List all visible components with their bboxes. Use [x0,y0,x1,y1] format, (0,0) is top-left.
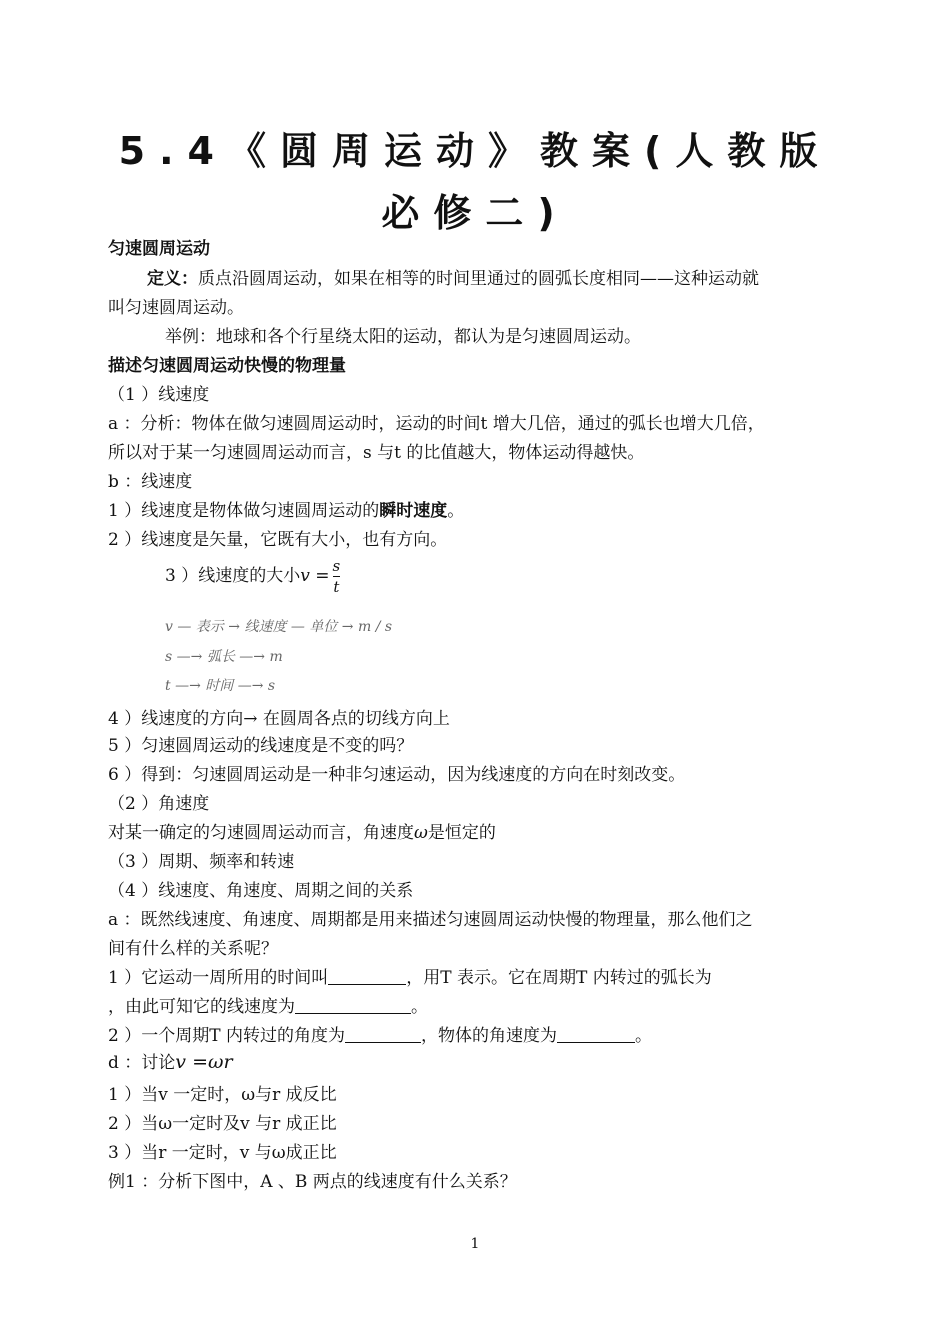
title-line-2: 必修二) [381,191,569,235]
page-number: 1 [470,1236,480,1252]
blank-angular-velocity[interactable] [557,1026,635,1043]
discussion-line: d ：讨论v =ωr [108,1051,233,1073]
item-angular-velocity: （2 ）角速度 [108,794,210,814]
item-relationship: （4 ）线速度、角速度、周期之间的关系 [108,881,414,901]
unit-line-velocity: v — 表示 → 线速度 — 单位 → m / s [165,619,393,635]
point-2-vector: 2 ）线速度是矢量，它既有大小，也有方向。 [108,530,448,550]
point-1-instant-velocity: 1 ）线速度是物体做匀速圆周运动的瞬时速度。 [108,501,465,521]
item-linear-velocity: （1 ）线速度 [108,385,210,405]
question-line-1: a ：既然线速度、角速度、周期都是用来描述匀速圆周运动快慢的物理量，那么他们之 [108,910,753,930]
analysis-line-2: 所以对于某一匀速圆周运动而言，s 与t 的比值越大，物体运动得越快。 [108,443,645,463]
definition-line-1 [147,264,759,289]
b-linear-velocity: b ：线速度 [108,472,193,492]
question-line-2: 间有什么样的关系呢？ [108,939,278,959]
example-line: 举例：地球和各个行星绕太阳的运动，都认为是匀速圆周运动。 [165,327,641,347]
definition-label: 定义： [147,269,198,289]
instant-velocity-term: 瞬时速度 [379,501,448,521]
item-period-frequency: （3 ）周期、频率和转速 [108,852,295,872]
angular-velocity-statement: 对某一确定的匀速圆周运动而言，角速度ω是恒定的 [108,823,496,843]
formula-v-omega-r: v =ωr [175,1051,233,1073]
discussion-1: 1 ）当v 一定时，ω与r 成反比 [108,1085,337,1105]
analysis-line-1: a ：分析：物体在做匀速圆周运动时，运动的时间t 增大几倍，通过的弧长也增大几倍， [108,414,765,434]
fill-in-period: 1 ）它运动一周所用的时间叫 ，用T 表示。它在周期T 内转过的弧长为 [108,968,712,988]
fraction-denominator: t [333,578,340,596]
velocity-symbol: v = [300,566,330,586]
definition-line-2: 叫匀速圆周运动。 [108,298,244,318]
unit-line-arc: s —→ 弧长 —→ m [165,649,283,665]
example-1: 例1 ：分析下图中，A 、B 两点的线速度有什么关系？ [108,1172,517,1192]
blank-linear-velocity[interactable] [295,997,411,1014]
discussion-3: 3 ）当r 一定时，v 与ω成正比 [108,1143,337,1163]
heading-physical-quantities: 描述匀速圆周运动快慢的物理量 [108,356,346,376]
definition-text: 质点沿圆周运动，如果在相等的时间里通过的圆弧长度相同——这种运动就 [198,269,759,289]
discussion-2: 2 ）当ω一定时及v 与r 成正比 [108,1114,337,1134]
heading-uniform-circular-motion: 匀速圆周运动 [108,239,210,259]
fraction-numerator: s [332,557,341,575]
point-3-magnitude: 3 ）线速度的大小v = $\frac{s}{t}$ [165,557,341,596]
velocity-fraction [333,556,341,597]
fill-in-angle: 2 ）一个周期T 内转过的角度为 ，物体的角速度为 。 [108,1026,652,1046]
point-4-direction: 4 ）线速度的方向→ 在圆周各点的切线方向上 [108,709,450,729]
unit-line-time: t —→ 时间 —→ s [165,678,276,694]
title-line-1: 5.4《圆周运动》教案(人教版 [118,129,832,173]
omega-symbol: ω [414,823,428,843]
point-6-conclusion: 6 ）得到：匀速圆周运动是一种非匀速运动，因为线速度的方向在时刻改变。 [108,765,686,785]
blank-angle[interactable] [345,1026,421,1043]
fill-in-linear-velocity: ，由此可知它的线速度为 。 [108,997,428,1017]
point-5-question: 5 ）匀速圆周运动的线速度是不变的吗？ [108,736,414,756]
blank-period[interactable] [328,968,406,985]
